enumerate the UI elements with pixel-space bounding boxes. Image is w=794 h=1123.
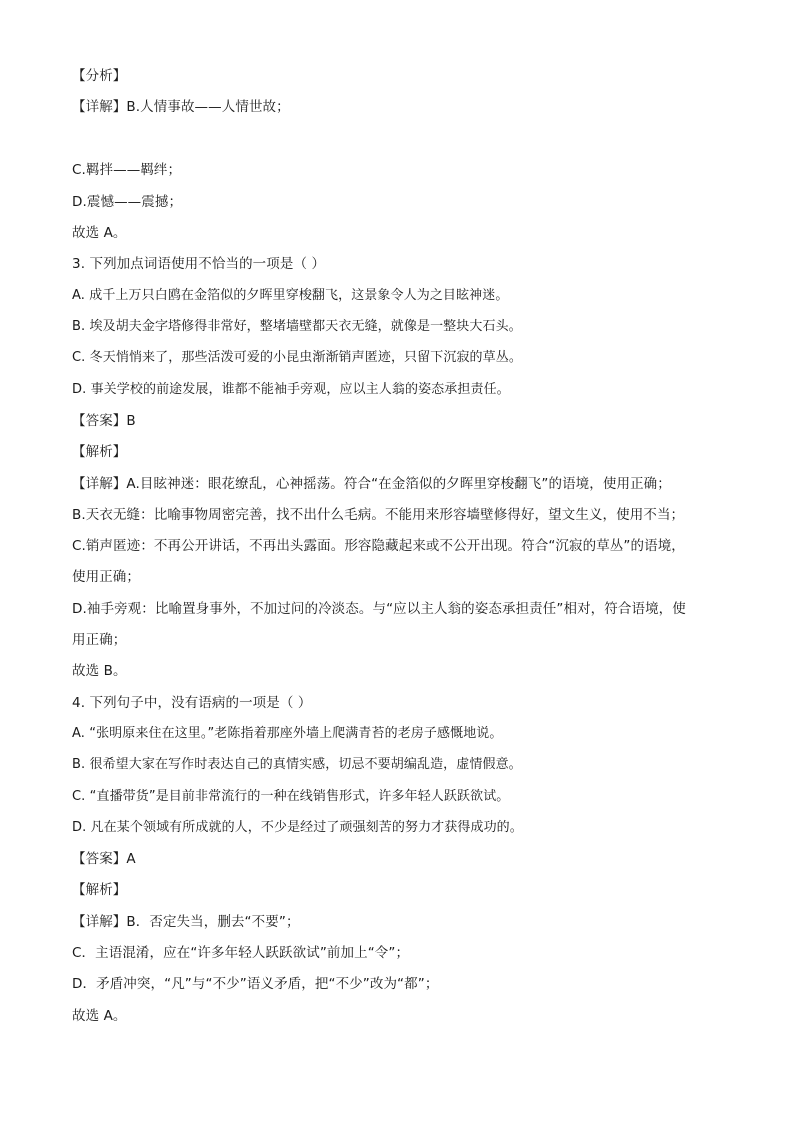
question-3-option-a: A. 成千上万只白鸥在金箔似的夕晖里穿梭翻飞，这景象令人为之目眩神迷。: [72, 288, 509, 303]
question-4-stem: 4. 下列句子中，没有语病的一项是（ ）: [72, 695, 312, 711]
question-3-stem: 3. 下列加点词语使用不恰当的一项是（ ）: [72, 256, 326, 272]
q4-answer: 【答案】A: [72, 851, 136, 867]
q3-detail-a: 【详解】A.目眩神迷：眼花缭乱，心神摇荡。符合“在金箔似的夕晖里穿梭翻飞”的语境，使用正确；: [72, 476, 671, 492]
question-3-option-c: C. 冬天悄悄来了，那些活泼可爱的小昆虫渐渐销声匿迹，只留下沉寂的草丛。: [72, 350, 522, 365]
q3-detail-c-cont: 使用正确；: [72, 569, 140, 585]
q3-answer: 【答案】B: [72, 413, 136, 429]
question-4-option-b: B. 很希望大家在写作时表达自己的真情实感，切忌不要胡编乱造，虚情假意。: [72, 757, 522, 772]
q4-explanation-heading: 【解析】: [72, 882, 127, 898]
q3-explanation-heading: 【解析】: [72, 444, 127, 460]
question-3-option-b: B. 埃及胡夫金字塔修得非常好，整堵墙壁都天衣无缝，就像是一整块大石头。: [72, 319, 522, 334]
q2-detail-d: D.震憾——震撼；: [72, 194, 183, 210]
question-4-option-d: D. 凡在某个领域有所成就的人，不少是经过了顽强刻苦的努力才获得成功的。: [72, 820, 523, 835]
q4-detail-b: 【详解】B．否定失当，删去“不要”；: [72, 914, 300, 930]
q3-detail-d: D.袖手旁观：比喻置身事外，不加过问的冷淡态。与“应以主人翁的姿态承担责任”相对，符合语境，使: [72, 601, 686, 617]
q3-detail-c: C.销声匿迹：不再公开讲话，不再出头露面。形容隐藏起来或不公开出现。符合“沉寂的草丛”的语境，: [72, 538, 685, 554]
q3-detail-b: B.天衣无缝：比喻事物周密完善，找不出什么毛病。不能用来形容墙壁修得好，望文生义，使用不当；: [72, 507, 685, 523]
q2-detail-c: C.羁拌——羁绊；: [72, 162, 182, 178]
q4-detail-c: C．主语混淆，应在“许多年轻人跃跃欲试”前加上“令”；: [72, 945, 410, 961]
analysis-heading: 【分析】: [72, 68, 127, 84]
question-4-option-c: C. “直播带货”是目前非常流行的一种在线销售形式，许多年轻人跃跃欲试。: [72, 789, 510, 804]
q4-conclusion: 故选 A。: [72, 1008, 127, 1024]
q2-detail-b: 【详解】B.人情事故——人情世故；: [72, 99, 290, 115]
q4-detail-d: D．矛盾冲突，“凡”与“不少”语义矛盾，把“不少”改为“都”；: [72, 976, 439, 992]
question-3-option-d: D. 事关学校的前途发展，谁都不能袖手旁观，应以主人翁的姿态承担责任。: [72, 382, 510, 397]
q3-conclusion: 故选 B。: [72, 663, 127, 679]
q2-conclusion: 故选 A。: [72, 225, 127, 241]
question-4-option-a: A. “张明原来住在这里。”老陈指着那座外墙上爬满青苔的老房子感慨地说。: [72, 726, 503, 741]
q3-detail-d-cont: 用正确；: [72, 632, 127, 648]
